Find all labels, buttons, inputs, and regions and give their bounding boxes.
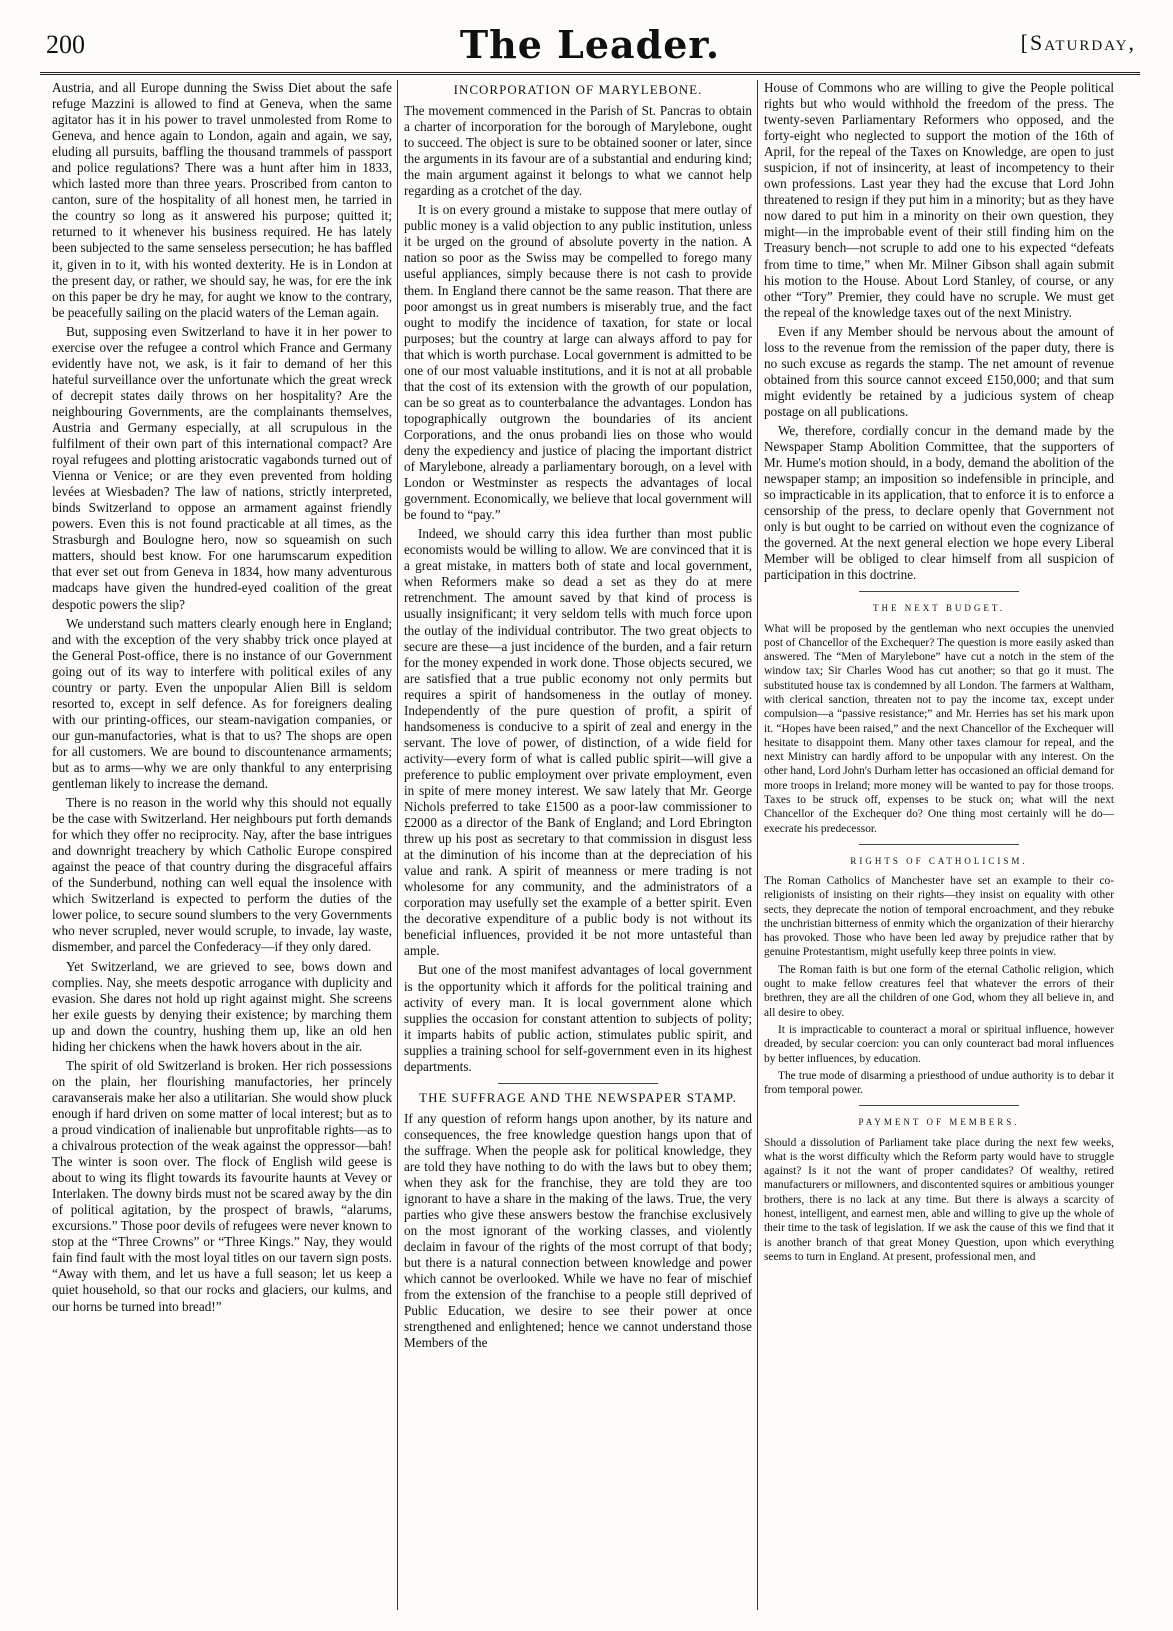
article-paragraph: The movement commenced in the Parish of St. Pancras to obtain a charter of incorporation for the borough of Marylebone, ought to succeed. The object is sure to be obtained sooner or later, since the arguments in its favour are of a substantial and enduring kind; the main argument against it belongs to what we cannot help regarding as a crotchet of the day. (404, 103, 752, 199)
article-paragraph: Indeed, we should carry this idea further than most public economists would be willing to allow. We are convinced that it is a great mistake, in matters both of state and local government, when Reformers make so dead a set as they do at mere retrenchment. The amount saved by that kind of process is usually insignificant; it very seldom tells with much force upon the outlay of the individual contributor. The two great objects to secure are these—a just incidence of the burden, and a fair return for the money expended in work done. Those objects secured, we are satisfied that a true public economy not only permits but requires a spirit of handsomeness in the outlay of money. Independently of the pure question of profit, a spirit of handsomeness is conducive to a spirit of zeal and energy in the servant. The love of power, of distinction, of a wide field for activity—every form of what is called public spirit—will give a preference to public employment over private employment, even in spite of mere money interest. We saw lately that Mr. George Nichols preferred to take £1500 as a poor-law commissioner to £2000 as a director of the Bank of England; and Lord Ebrington threw up his post as secretary to that commission in disgust less at the diminution of his income than at the depreciation of his value and rank. A spirit of meanness or mere trading is not wholesome for any community, and the administrators of a corporation may usefully set the example of a better spirit. Even the decorative expenditure of a public body is not without its beneficial influences, provided it be not more untasteful than ample. (404, 526, 752, 959)
article-heading: RIGHTS OF CATHOLICISM. (850, 855, 1028, 866)
article-paragraph: It is on every ground a mistake to suppose that mere outlay of public money is a valid objection to any public institution, unless it be urged on the ground of absolute poverty in the nation. A nation so poor as the Swiss may be compelled to forego many useful appliances, simply because there is not cash to provide them. In England there cannot be the same reason. That there are poor amongst us in great numbers is miserably true, and the fact ought to modify the incidence of taxation, for state or local purposes; but the country at large can always afford to pay for that which is worth purchase. Local government is admitted to be one of our most valuable institutions, and it is not at all probable that the cost of its extension with the growth of our population, can be so great as to counterbalance the advantages. London has topographically outgrown the boundaries of its ancient Corporations, and the onus probandi lies on those who would deny the expediency and justice of placing the important district of Marylebone, already a parliamentary borough, on a level with London or Westminster as respects the advantages of local government. Economically, we believe that local government will be found to “pay.” (404, 202, 752, 523)
article-paragraph: The Roman Catholics of Manchester have set an example to their co-religionists of insisting on their rights—they insist on equality with other sects, they deprecate the notion of temporal encroachment, and they rebuke the unchristian bitterness of enmity which the organization of their hierarchy has provoked. Those who have been led away by prejudice rather that by genuine Protestantism, might usefully keep three points in view. (764, 875, 1114, 959)
page-number: 200 (46, 30, 85, 59)
article-paragraph: House of Commons who are willing to give the People political rights but who would withhold the freedom of the press. The twenty-seven Parliamentary Reformers who opposed, and the forty-eight who neglected to support the motion of the 16th of April, for the repeal of the Taxes on Knowledge, are open to just suspicion, if not of insincerity, at least of incompetency to their own professions. Last year they had the excuse that Lord John threatened to resign if they put him in a minority; but as they have now dared to put him in a minority on their own question, they might—in the improbable event of their still finding him on the Treasury bench—not scruple to add one to his expected “defeats from time to time,” when Mr. Milner Gibson shall again submit his motion to the House. About Lord Stanley, of course, or any other “Tory” Premier, they could have no scruple. We must get the repeal of the knowledge taxes out of the next Ministry. (764, 80, 1114, 320)
article-paragraph: Even if any Member should be nervous about the amount of loss to the revenue from the remission of the paper duty, there is no such excuse as regards the stamp. The net amount of revenue obtained from this source cannot exceed £150,000; and that sum might evidently be retained by a judicious system of cheap postage on all publications. (764, 323, 1114, 419)
issue-day: [Saturday, (1020, 30, 1136, 55)
article-paragraph: But, supposing even Switzerland to have it in her power to exercise over the refugee a control which France and Germany evidently have not, we ask, is it fair to demand of her this hateful surveillance over the unfortunate which the great wreck of decrepit states daily throws on her hospitality? Are the neighbouring Governments, are the complainants themselves, Austria and Germany especially, at all scrupulous in the fulfilment of their own part of this international compact? Are royal refugees and plotting aristocratic vagabonds turned out of Vienna or Venice; or are they even prevented from holding levées at Wiesbaden? The law of nations, strictly interpreted, binds Switzerland to oppose an armament against friendly powers. Even this is not found practicable at all times, as the Strasburgh and Boulogne hero, now so squeamish on such matters, should best know. For one harumscarum expedition that ever set out from Geneva in 1834, how many adventurous madcaps have given the hundred-eyed coalition of the great despotic powers the slip? (52, 323, 392, 612)
column-rule (757, 80, 758, 1610)
section-separator (859, 591, 1019, 592)
article-paragraph: It is impracticable to counteract a moral or spiritual influence, however dreaded, by secular coercion: you can only counteract bad moral influences by better influences, by education. (764, 1023, 1114, 1065)
section-separator (859, 1105, 1019, 1106)
section-separator (859, 844, 1019, 845)
article-paragraph: There is no reason in the world why this should not equally be the case with Switzerland. Her neighbours put forth demands for which they offer no reciprocity. Nay, after the base intrigues and downright treachery by which Catholic Europe conspired against the peace of that country during the disgraceful affairs of the Sunderbund, nothing can well equal the insolence with which Switzerland is expected to perform the duties of the lower police, to secure sound slumbers to the very Governments who never scrupled, never would scruple, to invade, lay waste, dismember, and parcel the Confederacy—if they only dared. (52, 795, 392, 955)
article-heading: THE SUFFRAGE AND THE NEWSPAPER STAMP. (419, 1089, 737, 1105)
column-rule (397, 80, 398, 1610)
article-paragraph: But one of the most manifest advantages of local government is the opportunity which it affords for the political training and activity of every man. It is local government alone which supplies the occasion for constant attention to subjects of polity; it imparts habits of public action, stimulates public spirit, and supplies a training school for self-government even in its highest departments. (404, 962, 752, 1074)
column-1 (52, 80, 392, 1610)
column-3 (764, 80, 1114, 1610)
article-paragraph: What will be proposed by the gentleman who next occupies the unenvied post of Chancellor of the Exchequer? The question is more easily asked than answered. The “Men of Marylebone” have cut a notch in the stem of the window tax; Sir Charles Wood has cut another; so that go it must. The substituted house tax is condemned by all London. The farmers at Waltham, with clerical sanction, threaten not to pay the income tax, except under compulsion—a “passive resistance;” and Mr. Herries has set his mark upon it. “Hopes have been raised,” and the next Chancellor of the Exchequer will hesitate to disappoint them. Many other taxes clamour for repeal, and the next Ministry can hardly afford to be unpopular with any interest. On the other hand, Lord John's Durham letter has occasioned an official demand for more troops in Ireland; more money will be wanted to pay for those troops. Taxes to be struck off, expenses to be stuck on; what will the next Chancellor of the Exchequer do? One thing most certainly will he do—execrate his predecessor. (764, 622, 1114, 835)
article-paragraph: If any question of reform hangs upon another, by its nature and consequences, the free knowledge question hangs upon that of the suffrage. When the people ask for political knowledge, they are told they have nothing to do with the laws but to obey them; when they ask for the franchise, they are told they are too ignorant to have a share in the making of the laws. True, the very parties who give these answers bestow the franchise exclusively on the most ignorant of the working classes, and violently declaim in favour of the rights of the most corrupt of that body; but there is a natural connection between knowledge and power which cannot be overlooked. While we have no fear of mischief from the extension of the franchise to a people still deprived of Public Education, we desire to see their power at once strengthened and enlightened; hence we cannot understand those Members of the (404, 1110, 752, 1351)
section-separator (498, 1083, 658, 1084)
article-paragraph: Austria, and all Europe dunning the Swiss Diet about the safe refuge Mazzini is allowed to find at Geneva, when the same agitator has it in his power to travel unmolested from Rome to Geneva, and hence again to London, again and again, we say, eluding all pursuits, baffling the thousand trammels of passport and police regulations? There was a hunt after him in 1833, which lasted more than three years. Proscribed from canton to canton, sure of the hospitality of all honest men, he tarried in the country so long as it answered his purpose; quitted it; returned to it whenever his business required. He has lately been subjected to the same senseless persecution; he has baffled it, given in to it, with his wonted dexterity. He is in London at the present day, or rather, we should say, he was, for ere the ink on this paper be dry he may, for aught we know to the contrary, be peacefully sailing on the placid waters of the Leman again. (52, 80, 392, 320)
article-heading: THE NEXT BUDGET. (873, 603, 1005, 614)
article-paragraph: The Roman faith is but one form of the eternal Catholic religion, which ought to make fellow creatures feel that whatever the errors of their brethren, they are all the children of one God, whom they all believe in, and all desire to obey. (764, 963, 1114, 1019)
article-paragraph: We understand such matters clearly enough here in England; and with the exception of the very shabby trick once played at the General Post-office, there is no instance of our Government going out of its way to interfere with political exiles of any country or party. Even the unpopular Alien Bill is seldom resorted to, except in self defence. As for foreigners dealing with our printing-offices, our steam-navigation companies, or our gun-manufactories, what is that to us? The shops are open for all customers. We are bound to discountenance armaments; but as to arms—why we are only thankful to any enterprising gentleman likely to increase the demand. (52, 615, 392, 792)
article-heading: INCORPORATION OF MARYLEBONE. (453, 82, 703, 97)
article-heading: PAYMENT OF MEMBERS. (858, 1117, 1020, 1128)
article-paragraph: We, therefore, cordially concur in the demand made by the Newspaper Stamp Abolition Committee, that the supporters of Mr. Hume's motion should, in a body, demand the abolition of the newspaper stamp; an imposition so indefensible in principle, and so impracticable in its application, that to enforce it is to enforce a censorship of the press, to declare openly that Government not only is but ought to be carried on without even the cognizance of the governed. At the next general election we hope every Liberal Member will be obliged to clear himself from all suspicion of participation in this doctrine. (764, 422, 1114, 583)
article-paragraph: The true mode of disarming a priesthood of undue authority is to debar it from temporal power. (764, 1069, 1114, 1097)
column-2 (404, 80, 752, 1610)
article-paragraph: Yet Switzerland, we are grieved to see, bows down and complies. Nay, she meets despotic arrogance with duplicity and evasion. She dares not hold up right against might. She screens her exile guests by denying their existence; by marching them up and down the country, hushing them up, like an old hen hiding her chickens when the hawk hovers about in the air. (52, 958, 392, 1054)
article-paragraph: Should a dissolution of Parliament take place during the next few weeks, what is the worst difficulty which the Reform party would have to struggle against? Is it not the want of proper candidates? Of wealthy, retired manufacturers or millowners, and discontented squires or ambitious younger brothers, there is no lack at any time. But there is always a scarcity of honest, intelligent, and earnest men, able and willing to give up the whole of their time to the task of legislation. If we ask the cause of this we find that it is another branch of that great Money Question, upon which everything seems to turn in England. At present, professional men, and (764, 1136, 1114, 1263)
article-paragraph: The spirit of old Switzerland is broken. Her rich possessions on the plain, her flourishing manufactories, her princely caravanserais make her also a utilitarian. She would show pluck enough if hard driven on some matter of local interest; but as to a proud vindication of inalienable but unprofitable rights—as to a chivalrous protection of the weak against the oppressor—bah! The winter is soon over. The flock of English wild geese is about to wing its flight towards its favourite haunts at Vevey or Interlaken. The downy birds must not be scared away by the din of political agitation, by the prospect of brawls, “alarums, excursions.” Those poor devils of refugees were never known to stop at the “Three Crowns” or “Three Kings.” Nay, they would fain find fault with the most loyal titles on our tavern sign posts. “Away with them, and let us have a full season; let us keep a quiet household, so that our rocks and glaciers, our kulms, and our horns be turned into bread!” (52, 1057, 392, 1314)
paper-title: The Leader. (459, 22, 721, 67)
masthead (40, 20, 1140, 75)
